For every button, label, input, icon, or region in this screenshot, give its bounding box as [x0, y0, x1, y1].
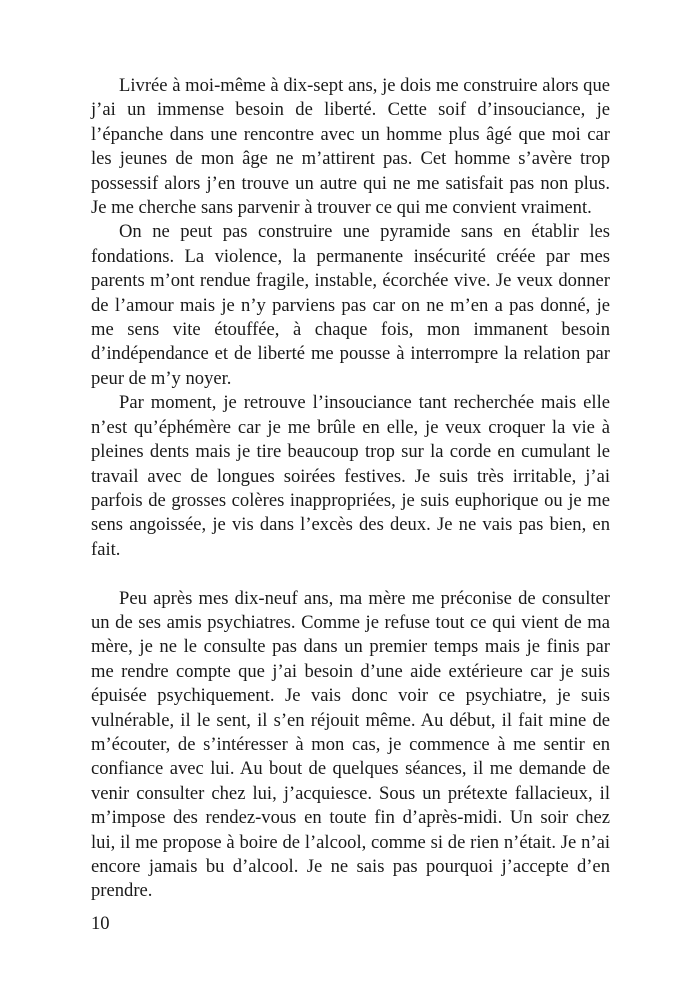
paragraph-3: Par moment, je retrouve l’insouciance tant recherchée mais elle n’est qu’éphémère car je me brûle en elle, je veux croquer la vie à pleines dents mais je tire beaucoup trop sur la corde en cumulant le travail avec de longues soirées festives. Je suis très irritable, j’ai parfois de grosses colères inappropriées, je suis euphorique ou je me sens angoissée, je vis dans l’excès des deux. Je ne vais pas bien, en fait. — [91, 392, 610, 560]
paragraph-2: On ne peut pas construire une pyramide sans en établir les fondations. La violence, la permanente insécurité créée par mes parents m’ont rendue fragile, instable, écorchée vive. Je veux donner de l’amour mais je n’y parviens pas car on ne m’en a pas donné, je me sens vite étouffée, à chaque fois, mon immanent besoin d’indépendance et de liberté me pousse à interrompre la relation par peur de m’y noyer. — [91, 221, 610, 389]
body-text — [91, 74, 610, 904]
paragraph-1: Livrée à moi-même à dix-sept ans, je dois me construire alors que j’ai un immense besoin de liberté. Cette soif d’insouciance, je l’épanche dans une rencontre avec un homme plus âgé que moi car les jeunes de mon âge ne m’attirent pas. Cet homme s’avère trop possessif alors j’en trouve un autre qui ne me satisfait pas non plus. Je me cherche sans parvenir à trouver ce qui me convient vraiment. — [91, 75, 610, 219]
paragraph-4: Peu après mes dix-neuf ans, ma mère me préconise de consulter un de ses amis psychiatres. Comme je refuse tout ce qui vient de ma mère, je ne le consulte pas dans un premier temps mais je finis par me rendre compte que j’ai besoin d’une aide extérieure car je suis épuisée psychiquement. Je vais donc voir ce psychiatre, je suis vulnérable, il le sent, il s’en réjouit même. Au début, il fait mine de m’écouter, de s’intéresser à mon cas, je commence à me sentir en confiance avec lui. Au bout de quelques séances, il me demande de venir consulter chez lui, j’acquiesce. Sous un prétexte fallacieux, il m’impose des rendez-vous en toute fin d’après-midi. Un soir chez lui, il me propose à boire de l’alcool, comme si de rien n’était. Je n’ai encore jamais bu d’alcool. Je ne sais pas pourquoi j’accepte d’en prendre. — [91, 587, 610, 902]
page-number: 10 — [91, 913, 110, 934]
paragraph-gap — [91, 562, 610, 586]
